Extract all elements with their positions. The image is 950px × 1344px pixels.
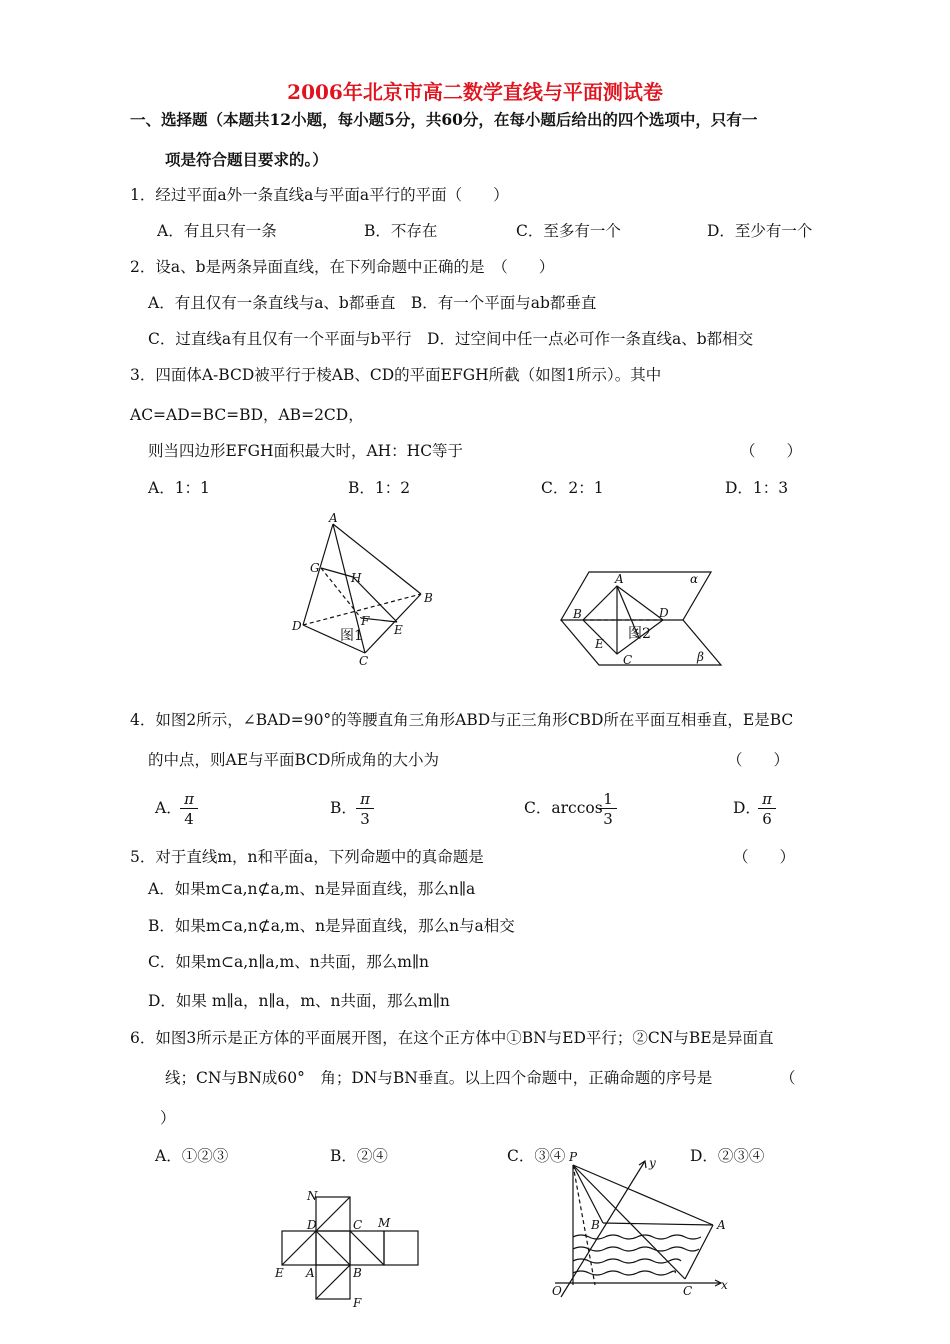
- fig1-caption: 图1: [340, 628, 363, 644]
- fig3-label-A: A: [306, 1266, 315, 1280]
- fig4-label-O: O: [552, 1284, 562, 1298]
- q3-option-b: B．1：2: [348, 479, 411, 497]
- q4-stem-line2: 的中点，则AE与平面BCD所成角的大小为: [148, 751, 439, 769]
- q3-condition: AC=AD=BC=BD，AB=2CD，: [130, 406, 364, 424]
- q1-option-a: A．有且只有一条: [157, 222, 277, 240]
- q4-b-numerator: π: [356, 790, 374, 809]
- q5-option-a: A．如果m⊂a,n⊄a,m、n是异面直线，那么n∥a: [148, 880, 476, 898]
- q3-option-c: C．2：1: [541, 479, 604, 497]
- q4-option-b-label: B．: [330, 799, 357, 817]
- figure-3-cube-net: [272, 1185, 432, 1310]
- fig2-caption: 图2: [628, 626, 651, 642]
- fig3-label-C: C: [353, 1218, 363, 1232]
- q4-option-a-label: A．: [155, 799, 182, 817]
- q4-option-d-fraction: [758, 790, 776, 829]
- q4-option-b-fraction: [356, 790, 374, 829]
- q1-option-b: B．不存在: [364, 222, 438, 240]
- fig1-label-D: D: [292, 619, 302, 633]
- fig1-label-B: B: [424, 591, 433, 605]
- q5-option-c: C．如果m⊂a,n∥a,m、n共面，那么m∥n: [148, 953, 430, 971]
- fig4-label-x: x: [721, 1278, 728, 1292]
- q1-stem: 1．经过平面a外一条直线a与平面a平行的平面（ ）: [130, 186, 509, 204]
- q4-a-numerator: π: [180, 790, 198, 809]
- fig4-label-B: B: [591, 1218, 600, 1232]
- q4-a-denominator: 4: [184, 810, 194, 828]
- q6-stem-line1: 6．如图3所示是正方体的平面展开图，在这个正方体中①BN与ED平行；②CN与BE是异面直: [130, 1029, 774, 1047]
- fig1-label-E: E: [394, 623, 403, 637]
- fig1-label-C: C: [359, 654, 369, 668]
- section-heading: 一、选择题（本题共12小题，每小题5分，共60分，在每小题后给出的四个选项中，只有一: [130, 110, 758, 129]
- fig3-label-N: N: [307, 1189, 318, 1203]
- q2-options-ab: A．有且仅有一条直线与a、b都垂直 B．有一个平面与ab都垂直: [148, 294, 597, 312]
- q5-stem: 5．对于直线m，n和平面a，下列命题中的真命题是: [130, 848, 484, 866]
- fig3-label-F: F: [353, 1296, 362, 1310]
- q4-option-c-label: C．arccos: [524, 799, 603, 817]
- fig4-label-C: C: [683, 1284, 693, 1298]
- fig2-label-B: B: [573, 607, 582, 621]
- q3-ask: 则当四边形EFGH面积最大时，AH：HC等于: [148, 442, 464, 460]
- fig3-label-M: M: [378, 1216, 391, 1230]
- q4-d-numerator: π: [758, 790, 776, 809]
- q4-d-denominator: 6: [762, 810, 772, 828]
- fig3-label-D: D: [307, 1218, 317, 1232]
- figure-1-tetrahedron: [285, 510, 445, 675]
- fig3-label-B: B: [353, 1266, 362, 1280]
- q6-paren-close: ）: [160, 1109, 176, 1127]
- q5-option-d: D．如果 m∥a，n∥a，m、n共面，那么m∥n: [148, 992, 450, 1010]
- fig4-label-y: y: [649, 1156, 656, 1170]
- fig2-label-beta: β: [697, 650, 704, 664]
- q6-stem-line2: 线；CN与BN成60° 角；DN与BN垂直。以上四个命题中，正确命题的序号是: [165, 1069, 713, 1087]
- fig4-label-P: P: [569, 1150, 578, 1164]
- q6-option-b: B．②④: [330, 1147, 388, 1165]
- q3-stem: 3．四面体A-BCD被平行于棱AB、CD的平面EFGH所截（如图1所示）。其中: [130, 366, 662, 384]
- fig1-label-A: A: [329, 511, 338, 525]
- q6-option-d: D．②③④: [690, 1147, 765, 1165]
- q4-c-numerator: 1: [599, 790, 617, 809]
- figure-4-diagram: [545, 1145, 735, 1305]
- fig2-label-C: C: [623, 653, 633, 667]
- q6-option-a: A．①②③: [155, 1147, 229, 1165]
- q4-c-denominator: 3: [603, 810, 613, 828]
- fig2-label-alpha: α: [690, 572, 699, 586]
- section-heading-cont: 项是符合题目要求的。）: [165, 150, 328, 169]
- q3-option-d: D．1：3: [725, 479, 789, 497]
- q4-option-a-fraction: [180, 790, 198, 829]
- q1-option-c: C．至多有一个: [516, 222, 621, 240]
- q3-answer-paren: （ ）: [740, 442, 803, 460]
- q3-option-a: A．1：1: [148, 479, 210, 497]
- fig1-label-H: H: [351, 571, 362, 585]
- q6-option-c: C．③④: [507, 1147, 566, 1165]
- fig2-label-E: E: [595, 637, 604, 651]
- q5-option-b: B．如果m⊂a,n⊄a,m、n是异面直线，那么n与a相交: [148, 917, 515, 935]
- fig1-label-G: G: [310, 561, 320, 575]
- q2-stem: 2．设a、b是两条异面直线，在下列命题中正确的是 （ ）: [130, 258, 555, 276]
- q1-option-d: D．至少有一个: [707, 222, 813, 240]
- q5-answer-paren: （ ）: [733, 848, 796, 866]
- fig2-label-A: A: [615, 572, 624, 586]
- page-title: 2006年北京市高二数学直线与平面测试卷: [287, 80, 663, 104]
- fig1-label-F: F: [361, 614, 370, 628]
- q2-options-cd: C．过直线a有且仅有一个平面与b平行 D．过空间中任一点必可作一条直线a、b都相交: [148, 330, 754, 348]
- q4-stem-line1: 4．如图2所示，∠BAD=90°的等腰直角三角形ABD与正三角形CBD所在平面互相垂直，E是BC: [130, 711, 794, 729]
- figure-2-planes: [555, 568, 730, 673]
- fig2-label-D: D: [659, 606, 669, 620]
- fig3-label-E: E: [275, 1266, 284, 1280]
- fig4-label-A: A: [717, 1218, 726, 1232]
- q6-paren-open: （: [780, 1069, 796, 1087]
- q4-option-d-label: D．: [733, 799, 761, 817]
- q4-b-denominator: 3: [360, 810, 370, 828]
- q4-answer-paren: （ ）: [727, 751, 790, 769]
- q4-option-c-fraction: [599, 790, 617, 829]
